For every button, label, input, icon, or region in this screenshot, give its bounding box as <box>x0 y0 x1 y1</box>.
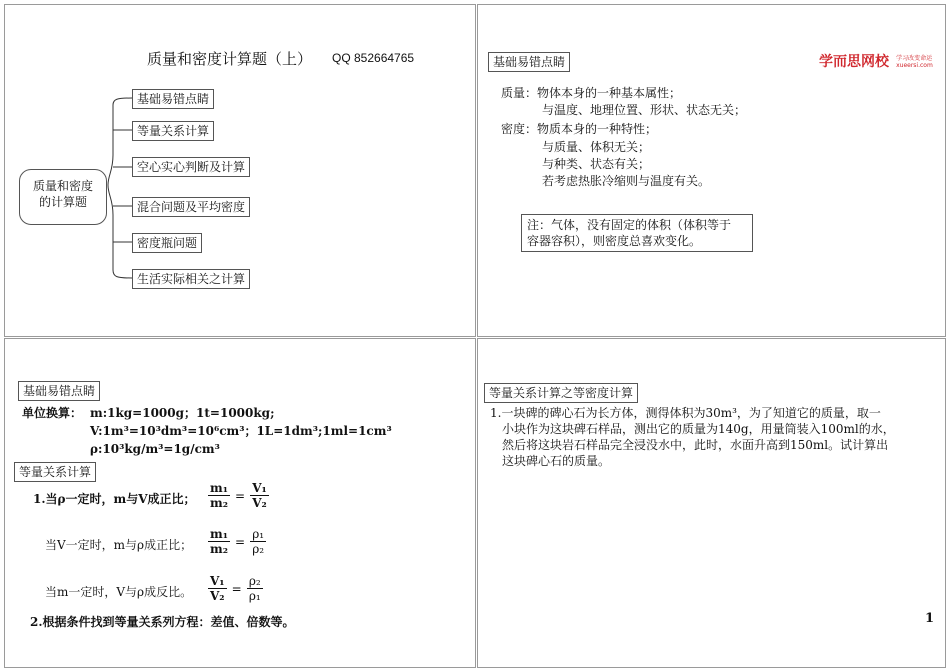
note-line: 容器容积），则密度总喜欢变化。 <box>527 234 702 248</box>
formula <box>208 527 266 556</box>
note-line: 注：气体，没有固定的体积（体积等于 <box>527 218 732 232</box>
page-number: 1 <box>925 611 935 626</box>
frac-num: ρ₂ <box>248 574 261 588</box>
unit-line: m:1kg=1000g；1t=1000kg; <box>90 406 275 420</box>
logo-slogan: 学习改变命运 <box>896 54 933 62</box>
equals-sign: = <box>235 489 246 503</box>
problem-line: 然后将这块岩石样品完全浸没水中，此时，水面升高到150ml。试计算出 <box>502 438 889 452</box>
rule-text: 当m一定时，V与ρ成反比。 <box>45 585 193 599</box>
section-heading: 等量关系计算之等密度计算 <box>484 383 638 403</box>
brand-logo <box>819 51 933 71</box>
branch-node: 密度瓶问题 <box>132 233 202 253</box>
section-heading: 基础易错点睛 <box>488 52 570 72</box>
logo-main: 学而思网校 <box>819 54 889 70</box>
text-line: 质量：物体本身的一种基本属性； <box>501 86 682 100</box>
frac-num: V₁ <box>252 481 267 495</box>
slide-units <box>4 338 476 668</box>
branch-node: 空心实心判断及计算 <box>132 157 250 177</box>
rule-text: 当V一定时，m与ρ成正比； <box>45 538 193 552</box>
rule-text: 2.根据条件找到等量关系列方程：差值、倍数等。 <box>30 615 295 629</box>
center-node-line: 质量和密度 <box>32 179 93 193</box>
slide-mindmap <box>4 4 476 337</box>
formula <box>208 574 263 603</box>
branch-node: 混合问题及平均密度 <box>132 197 250 217</box>
frac-den: ρ₂ <box>252 542 265 556</box>
unit-line: V:1m³=10³dm³=10⁶cm³；1L=1dm³;1ml=1cm³ <box>90 424 392 438</box>
frac-den: V₂ <box>210 589 225 603</box>
slide-problem <box>477 338 946 668</box>
frac-den: m₂ <box>210 542 228 556</box>
frac-num: V₁ <box>210 574 225 588</box>
equals-sign: = <box>235 535 246 549</box>
logo-url: xueersi.com <box>896 61 933 69</box>
text-line: 与质量、体积无关； <box>542 140 651 154</box>
text-line: 与温度、地理位置、形状、状态无关； <box>542 103 747 117</box>
slide-basics <box>477 4 946 337</box>
branch-node: 基础易错点睛 <box>132 89 214 109</box>
rule-text: 1.当ρ一定时，m与V成正比； <box>33 492 196 506</box>
problem-line: 小块作为这块碑石样品，测出它的质量为140g，用量筒装入100ml的水， <box>502 422 895 436</box>
problem-line: 这块碑心石的质量。 <box>502 454 611 468</box>
unit-label: 单位换算： <box>22 406 83 420</box>
slide-title: 质量和密度计算题（上） <box>147 50 313 68</box>
problem-line: 1.一块碑的碑心石为长方体，测得体积为30m³，为了知道它的质量，取一 <box>490 406 881 420</box>
frac-den: V₂ <box>252 496 267 510</box>
frac-num: ρ₁ <box>252 527 265 541</box>
text-line: 与种类、状态有关； <box>542 157 651 171</box>
frac-num: m₁ <box>210 481 228 495</box>
formula <box>208 481 269 510</box>
unit-line: ρ:10³kg/m³=1g/cm³ <box>90 442 220 456</box>
text-line: 密度：物质本身的一种特性； <box>501 122 658 136</box>
note-box <box>521 214 753 252</box>
branch-node: 生活实际相关之计算 <box>132 269 250 289</box>
frac-den: ρ₁ <box>248 589 261 603</box>
equals-sign: = <box>231 582 242 596</box>
center-node-line: 的计算题 <box>38 195 87 209</box>
section-heading: 基础易错点睛 <box>18 381 100 401</box>
section-heading: 等量关系计算 <box>14 462 96 482</box>
qq-contact: QQ 852664765 <box>332 51 415 65</box>
frac-den: m₂ <box>210 496 228 510</box>
frac-num: m₁ <box>210 527 228 541</box>
center-node <box>19 169 107 225</box>
branch-node: 等量关系计算 <box>132 121 214 141</box>
text-line: 若考虑热胀冷缩则与温度有关。 <box>542 174 711 188</box>
